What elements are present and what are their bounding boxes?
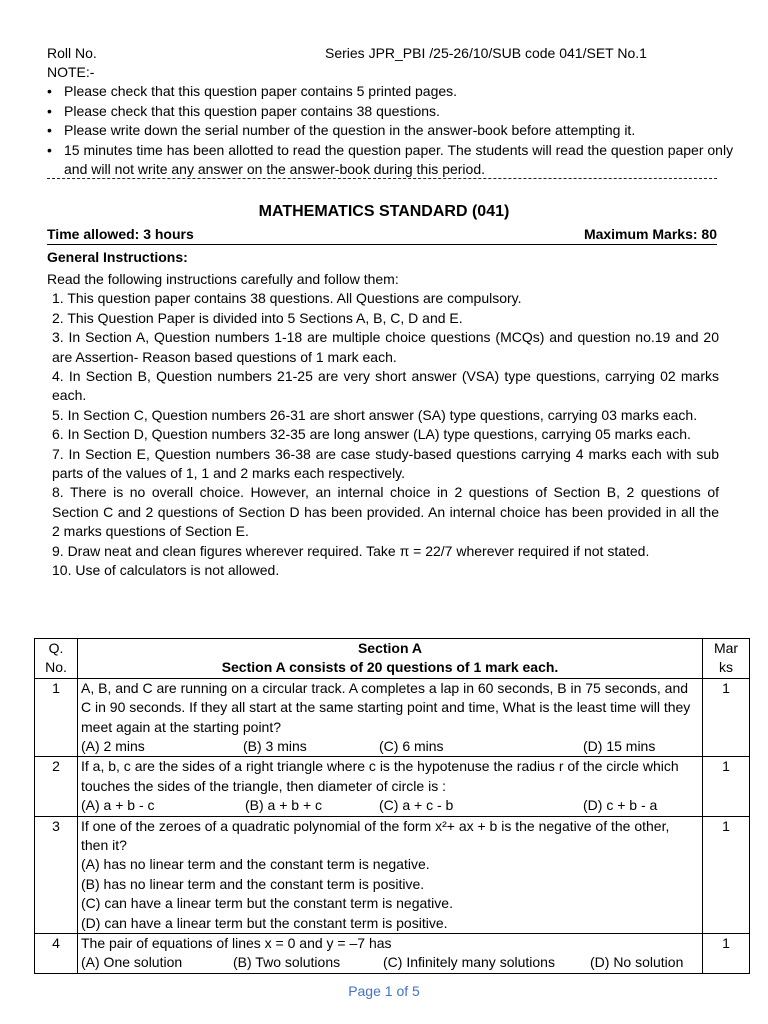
- question-marks: 1: [703, 678, 750, 757]
- header-line: [47, 44, 727, 62]
- page-footer: Page 1 of 5: [348, 983, 420, 999]
- question-body: [78, 934, 703, 974]
- maximum-marks: Maximum Marks: 80: [583, 226, 717, 242]
- roll-no-label: Roll No.: [47, 45, 97, 61]
- question-marks: 1: [703, 934, 750, 974]
- option-d: (D) c + b - a: [583, 797, 658, 814]
- note-item: • Please check that this question paper contains 5 printed pages.: [47, 82, 737, 102]
- dashed-divider: [47, 178, 717, 179]
- marks-header-line1: Mar: [713, 640, 739, 656]
- section-header: [78, 639, 703, 679]
- time-allowed: Time allowed: 3 hours: [47, 226, 194, 242]
- option-d: (D) 15 mins: [583, 738, 656, 755]
- instruction-item: 10. Use of calculators is not allowed.: [52, 562, 280, 579]
- options-row: [81, 796, 699, 815]
- option-a: (A) a + b - c: [81, 797, 155, 814]
- option-c: (C) Infinitely many solutions: [383, 954, 555, 971]
- option-a: (A) has no linear term and the constant term is negative.: [81, 856, 430, 873]
- marks-header: [703, 639, 750, 679]
- question-number: 3: [35, 816, 78, 933]
- instruction-item: 6. In Section D, Question numbers 32-35 are long answer (LA) type questions, carrying 05 marks each.: [52, 426, 691, 443]
- instruction-item: 2. This Question Paper is divided into 5 Sections A, B, C, D and E.: [52, 309, 463, 326]
- instruction-item: 9. Draw neat and clean figures wherever required. Take π = 22/7 wherever required if not stated.: [52, 542, 650, 559]
- option-b: (B) Two solutions: [233, 954, 341, 971]
- instruction-item: 3. In Section A, Question numbers 1-18 are multiple choice questions (MCQs) and question no.19 and 20 are Assertion- Reason based questions of 1 mark each.: [52, 329, 719, 365]
- option-b: (B) a + b + c: [245, 797, 323, 814]
- question-body: [78, 757, 703, 816]
- option-a: (A) 2 mins: [81, 738, 145, 755]
- question-body: [78, 816, 703, 933]
- option-c: (C) a + c - b: [379, 797, 454, 814]
- option-d: (D) No solution: [590, 954, 684, 971]
- questions-table: [34, 638, 750, 974]
- qno-header: [35, 639, 78, 679]
- question-number: 2: [35, 757, 78, 816]
- paper-title: MATHEMATICS STANDARD (041): [258, 203, 510, 220]
- option-a: (A) One solution: [81, 954, 183, 971]
- question-text: The pair of equations of lines x = 0 and y = –7 has: [81, 935, 392, 952]
- instruction-item: 4. In Section B, Question numbers 21-25 are very short answer (VSA) type questions, carrying 02 marks each.: [52, 368, 719, 404]
- instruction-item: 7. In Section E, Question numbers 36-38 are case study-based questions carrying 4 marks each with sub parts of the values of 1, 1 and 2 marks each respectively.: [52, 445, 719, 482]
- series-code: Series JPR_PBI /25-26/10/SUB code 041/SET No.1: [325, 45, 647, 61]
- table-row: [35, 816, 750, 933]
- instruction-item: 5. In Section C, Question numbers 26-31 are short answer (SA) type questions, carrying 03 marks each.: [52, 406, 698, 423]
- question-number: 4: [35, 934, 78, 974]
- question-marks: 1: [703, 757, 750, 816]
- qno-header-line2: No.: [45, 659, 67, 676]
- marks-header-line2: ks: [719, 659, 733, 676]
- options-row: [81, 953, 699, 972]
- instruction-item: 1. This question paper contains 38 questions. All Questions are compulsory.: [52, 290, 522, 307]
- question-text: If a, b, c are the sides of a right triangle where c is the hypotenuse the radius r of the circle which touches the sides of the triangle, then diameter of circle is :: [81, 758, 679, 794]
- table-row: [35, 934, 750, 974]
- option-b: (B) has no linear term and the constant term is positive.: [81, 875, 425, 892]
- general-instructions: [47, 270, 719, 581]
- options-row: [81, 737, 699, 756]
- question-number: 1: [35, 678, 78, 757]
- question-body: [78, 678, 703, 757]
- option-c: (C) 6 mins: [379, 738, 444, 755]
- section-title: Section A: [357, 640, 423, 656]
- note-item: • Please check that this question paper contains 38 questions.: [47, 102, 737, 122]
- instructions-intro: Read the following instructions carefully and follow them:: [47, 271, 399, 287]
- option-d: (D) can have a linear term but the constant term is positive.: [81, 914, 448, 931]
- time-marks-row: [47, 224, 717, 245]
- general-instructions-heading: General Instructions:: [47, 249, 188, 265]
- note-item: • 15 minutes time has been allotted to read the question paper. The students will read the question paper only and will not write any answer on the answer-book during this period.: [47, 141, 737, 180]
- option-c: (C) can have a linear term but the constant term is negative.: [81, 895, 453, 912]
- note-label: NOTE:-: [47, 64, 95, 80]
- notes-list: [47, 82, 737, 180]
- question-text: A, B, and C are running on a circular track. A completes a lap in 60 seconds, B in 75 seconds, and C in 90 seconds. If they all start at the same starting point and time, What is the least time will they meet again at the starting point?: [81, 679, 691, 735]
- section-subtitle: Section A consists of 20 questions of 1 mark each.: [221, 659, 559, 676]
- option-b: (B) 3 mins: [243, 738, 307, 755]
- note-item: • Please write down the serial number of the question in the answer-book before attempting it.: [47, 121, 737, 141]
- table-row: [35, 757, 750, 816]
- question-text: If one of the zeroes of a quadratic polynomial of the form x²+ ax + b is the negative of the other, then it?: [81, 817, 670, 854]
- table-header-row: [35, 639, 750, 679]
- question-marks: 1: [703, 816, 750, 933]
- qno-header-line1: Q.: [48, 640, 64, 656]
- instructions-list: [47, 289, 719, 580]
- table-row: [35, 678, 750, 757]
- instruction-item: 8. There is no overall choice. However, an internal choice in 2 questions of Section B, 2 questions of Section C and 2 questions of Section D has been provided. An internal choice has been provided in all the 2 marks questions of Section E.: [52, 484, 719, 540]
